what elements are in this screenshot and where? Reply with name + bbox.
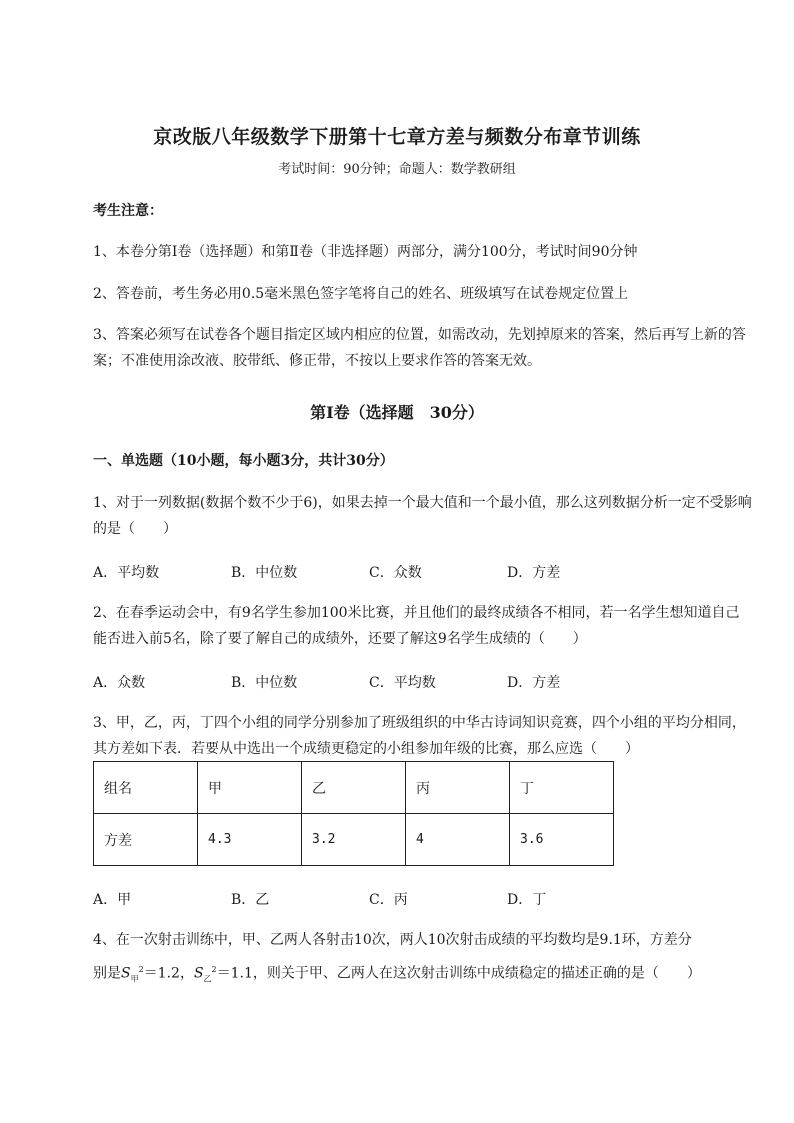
table-cell: 3.6 [510, 814, 614, 866]
question-4-line-2 [93, 957, 753, 992]
variance-symbol: S [121, 965, 131, 982]
superscript: 2 [211, 965, 217, 974]
subscript: 甲 [130, 974, 139, 984]
table-row [94, 814, 614, 866]
question-1-options [93, 562, 753, 582]
variance-symbol: S [193, 965, 204, 982]
notice-item-1: 1、本卷分第I卷（选择题）和第Ⅱ卷（非选择题）两部分，满分100分，考试时间90分钟 [93, 244, 638, 260]
question-1-text: 1、对于一列数据(数据个数不少于6)，如果去掉一个最大值和一个最小值，那么这列数据分析一定不受影响的是（ ） [93, 495, 752, 537]
question-3-options [93, 889, 753, 909]
question-2-options [93, 672, 753, 692]
option-a[interactable]: A．甲 [93, 892, 132, 908]
question-4-line-1: 4、在一次射击训练中，甲、乙两人各射击10次，两人10次射击成绩的平均数均是9.1环，方差分 [93, 932, 692, 948]
table-cell: 4.3 [198, 814, 302, 866]
text-fragment: ＝1.2， [143, 965, 194, 982]
subscript: 乙 [203, 974, 212, 984]
exam-title: 京改版八年级数学下册第十七章方差与频数分布章节训练 [153, 126, 641, 148]
option-b[interactable]: B．乙 [231, 892, 270, 908]
text-fragment: 别是 [93, 965, 121, 982]
table-cell: 组名 [94, 762, 198, 814]
exam-subtitle: 考试时间：90分钟；命题人：数学教研组 [278, 162, 516, 177]
option-c[interactable]: C．丙 [369, 892, 408, 908]
table-cell: 4 [406, 814, 510, 866]
part-heading: 一、单选题（10小题，每小题3分，共计30分） [93, 453, 394, 469]
table-cell: 丙 [406, 762, 510, 814]
option-d[interactable]: D．丁 [507, 892, 547, 908]
table-cell: 丁 [510, 762, 614, 814]
question-4-text [93, 927, 753, 992]
option-c[interactable]: C．平均数 [369, 675, 436, 691]
table-cell: 3.2 [302, 814, 406, 866]
table-cell: 乙 [302, 762, 406, 814]
question-3-text: 3、甲，乙，丙，丁四个小组的同学分别参加了班级组织的中华古诗词知识竞赛，四个小组的平均分相同，其方差如下表．若要从中选出一个成绩更稳定的小组参加年级的比赛，那么应选（ ） [93, 715, 746, 757]
table-row [94, 762, 614, 814]
text-fragment: ＝1.1，则关于甲、乙两人在这次射击训练中成绩稳定的描述正确的是（ ） [216, 965, 701, 982]
section-title: 第I卷（选择题 30分） [310, 403, 484, 422]
option-d[interactable]: D．方差 [507, 565, 561, 581]
option-c[interactable]: C．众数 [369, 565, 422, 581]
option-d[interactable]: D．方差 [507, 675, 561, 691]
option-b[interactable]: B．中位数 [231, 565, 298, 581]
option-a[interactable]: A．平均数 [93, 565, 160, 581]
superscript: 2 [138, 965, 144, 974]
question-2-text: 2、在春季运动会中，有9名学生参加100米比赛，并且他们的最终成绩各不相同，若一名学生想知道自己能否进入前5名，除了要了解自己的成绩外，还要了解这9名学生成绩的（ ） [93, 605, 740, 647]
table-cell: 方差 [94, 814, 198, 866]
notice-item-2: 2、答卷前，考生务必用0.5毫米黑色签字笔将自己的姓名、班级填写在试卷规定位置上 [93, 286, 629, 302]
variance-table [93, 761, 614, 866]
option-b[interactable]: B．中位数 [231, 675, 298, 691]
notice-heading: 考生注意： [93, 203, 163, 219]
option-a[interactable]: A．众数 [93, 675, 146, 691]
table-cell: 甲 [198, 762, 302, 814]
notice-item-3: 3、答案必须写在试卷各个题目指定区域内相应的位置，如需改动，先划掉原来的答案，然后再写上新的答案；不准使用涂改液、胶带纸、修正带，不按以上要求作答的答案无效。 [93, 327, 746, 369]
